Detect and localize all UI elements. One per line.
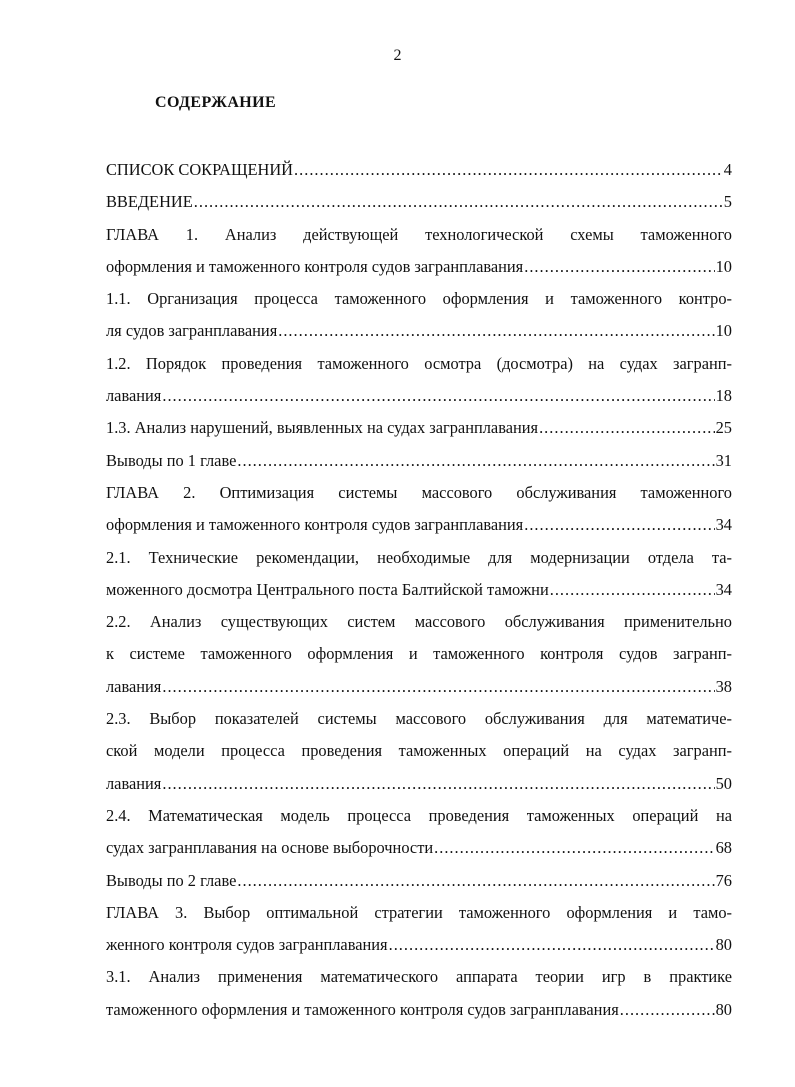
toc-entry-page: 76 xyxy=(715,870,732,890)
toc-entry xyxy=(106,380,732,412)
toc-entry-text-line: 1.1. Организация процесса таможенного оформления и таможенного контро- xyxy=(106,289,732,309)
toc-entry-text-line: 1.2. Порядок проведения таможенного осмотра (досмотра) на судах загранп- xyxy=(106,353,732,373)
toc-entry-page: 25 xyxy=(715,418,732,438)
toc-entry-title: таможенного оформления и таможенного контроля судов загранплавания xyxy=(106,999,619,1019)
toc-entry-page: 10 xyxy=(715,256,732,276)
toc-entry-title: женного контроля судов загранплавания xyxy=(106,935,388,955)
toc-entry xyxy=(106,865,732,897)
toc-entry-title: СПИСОК СОКРАЩЕНИЙ xyxy=(106,160,294,179)
toc-entry xyxy=(106,929,732,961)
toc-entry-page: 10 xyxy=(715,321,732,341)
toc-entry-page: 31 xyxy=(715,450,732,470)
dot-leader xyxy=(550,574,715,606)
toc-entry xyxy=(106,671,732,703)
toc-entry-text-line: ГЛАВА 3. Выбор оптимальной стратегии таможенного оформления и тамо- xyxy=(106,902,732,922)
toc-entry-title: ВВЕДЕНИЕ xyxy=(106,192,193,212)
toc-entry xyxy=(106,768,732,800)
toc-entry-page: 50 xyxy=(715,773,732,793)
dot-leader xyxy=(389,929,715,961)
dot-leader xyxy=(162,671,714,703)
dot-leader xyxy=(162,380,714,412)
dot-leader xyxy=(524,251,714,283)
toc-entry-title: лавания xyxy=(106,386,162,406)
dot-leader xyxy=(237,865,714,897)
toc-entry xyxy=(106,412,732,444)
toc-entry-title: моженного досмотра Центрального поста Балтийской таможни xyxy=(106,579,549,599)
toc-entry-page: 68 xyxy=(715,838,732,858)
toc-entry xyxy=(106,445,732,477)
toc-entry xyxy=(106,832,732,864)
dot-leader xyxy=(294,154,723,186)
page-title: СОДЕРЖАНИЕ xyxy=(155,94,277,111)
toc-entry-title: 1.3. Анализ нарушений, выявленных на судах загранплавания xyxy=(106,418,539,438)
page-number: 2 xyxy=(393,47,402,64)
toc-entry xyxy=(106,154,732,186)
toc-entry-page: 4 xyxy=(723,160,732,179)
toc-entry-title: лавания xyxy=(106,676,162,696)
toc-entry-title: судах загранплавания на основе выборочности xyxy=(106,838,434,858)
dot-leader xyxy=(162,768,714,800)
toc-entry xyxy=(106,994,732,1026)
dot-leader xyxy=(434,832,714,864)
toc-entry-title: оформления и таможенного контроля судов загранплавания xyxy=(106,256,524,276)
toc-entry-page: 80 xyxy=(715,999,732,1019)
toc-entry-page: 18 xyxy=(715,386,732,406)
toc-entry xyxy=(106,574,732,606)
toc-entry-text-line: ГЛАВА 1. Анализ действующей технологической схемы таможенного xyxy=(106,224,732,244)
toc-entry-title: Выводы по 1 главе xyxy=(106,450,237,470)
toc-entry-page: 38 xyxy=(715,676,732,696)
toc-entry xyxy=(106,509,732,541)
toc-entry-text-line: 2.1. Технические рекомендации, необходимые для модернизации отдела та- xyxy=(106,547,732,567)
toc-entry-text-line: 3.1. Анализ применения математического аппарата теории игр в практике xyxy=(106,967,732,987)
toc-entry xyxy=(106,186,732,218)
toc-entry-title: лавания xyxy=(106,773,162,793)
toc-entry-title: ля судов загранплавания xyxy=(106,321,278,341)
dot-leader xyxy=(524,509,714,541)
toc-entry xyxy=(106,315,732,347)
toc-entry-text-line: к системе таможенного оформления и таможенного контроля судов загранп- xyxy=(106,644,732,664)
toc-entry-text-line: 2.2. Анализ существующих систем массового обслуживания применительно xyxy=(106,612,732,632)
dot-leader xyxy=(539,412,715,444)
toc-entry-page: 5 xyxy=(723,192,732,212)
toc-entry-page: 34 xyxy=(715,579,732,599)
table-of-contents xyxy=(106,154,732,1026)
dot-leader xyxy=(194,186,723,218)
dot-leader xyxy=(278,315,714,347)
toc-entry-page: 34 xyxy=(715,515,732,535)
dot-leader xyxy=(620,994,715,1026)
toc-entry-title: Выводы по 2 главе xyxy=(106,870,237,890)
toc-entry-text-line: 2.3. Выбор показателей системы массового обслуживания для математиче- xyxy=(106,709,732,729)
toc-entry-page: 80 xyxy=(715,935,732,955)
toc-entry-text-line: ской модели процесса проведения таможенных операций на судах загранп- xyxy=(106,741,732,761)
toc-entry xyxy=(106,251,732,283)
toc-entry-text-line: ГЛАВА 2. Оптимизация системы массового обслуживания таможенного xyxy=(106,482,732,502)
toc-entry-text-line: 2.4. Математическая модель процесса проведения таможенных операций на xyxy=(106,805,732,825)
toc-entry-title: оформления и таможенного контроля судов загранплавания xyxy=(106,515,524,535)
dot-leader xyxy=(237,445,714,477)
